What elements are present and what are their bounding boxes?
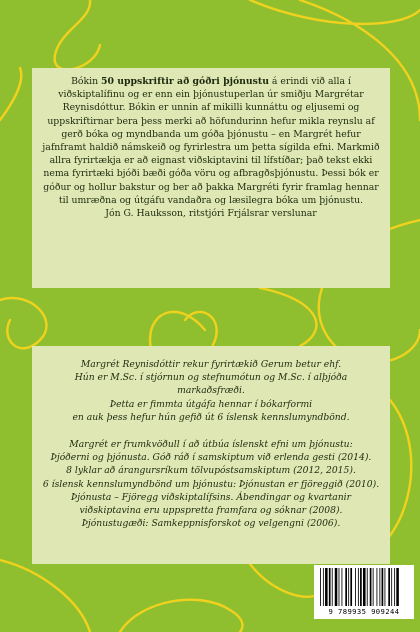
publications-line: Þjónustugæði: Samkeppnisforskot og velgengni (2006).	[81, 518, 341, 530]
author-bio-box	[32, 346, 390, 564]
barcode-bar	[379, 568, 380, 606]
isbn-barcode	[314, 565, 414, 619]
barcode-bar	[358, 568, 359, 606]
publications-line: 8 lyklar að árangursríkum tölvupóstsamskiptum (2012, 2015).	[66, 465, 356, 477]
bio-line: Hún er M.Sc. í stjórnun og stefnumótun og M.Sc. í alþjóða markaðsfræði.	[74, 372, 348, 397]
barcode-bar	[363, 568, 366, 606]
barcode-bar	[373, 568, 374, 606]
blurb-intro: Bókin	[71, 76, 102, 87]
swirl-bottom-right	[250, 564, 314, 597]
barcode-bars-icon	[318, 568, 410, 606]
barcode-bar	[348, 568, 349, 606]
swirl-center-long	[260, 288, 316, 346]
publications-line: Þjóðerni og þjónusta. Góð ráð í samskiptum við erlenda gesti (2014).	[50, 452, 372, 464]
publications-line: Þjónusta – Fjöregg viðskiptalífsins. Ábendingar og kvartanir	[71, 491, 351, 503]
swirl-left-mid	[0, 298, 46, 348]
barcode-bar	[332, 568, 333, 606]
swirl-bottom-mid	[120, 600, 243, 632]
barcode-bar	[325, 568, 328, 606]
barcode-bar	[342, 568, 343, 606]
barcode-bar	[367, 568, 368, 606]
barcode-bar	[396, 568, 399, 606]
swirl-bottom-left	[0, 560, 90, 632]
barcode-bar	[360, 568, 362, 606]
barcode-bar	[355, 568, 356, 606]
barcode-bar	[377, 568, 378, 606]
bio-line: en auk þess hefur hún gefið út 6 íslensk kennslumyndbönd.	[72, 411, 350, 423]
publications-line: 6 íslensk kennslumyndbönd um þjónustu: Þjónustan er fjöreggið (2010).	[42, 478, 380, 490]
blurb-signature: Jón G. Hauksson, ritstjóri Frjálsrar verslunar	[105, 208, 317, 220]
bio-line: Þetta er fimmta útgáfa hennar í bókarformi	[109, 398, 313, 410]
barcode-bar	[370, 568, 372, 606]
barcode-bar	[388, 568, 390, 606]
barcode-bar	[335, 568, 338, 606]
barcode-bar	[385, 568, 386, 606]
barcode-bar	[394, 568, 395, 606]
review-blurb-box	[32, 68, 390, 288]
isbn-digits: 9 789935 909244	[328, 607, 400, 616]
barcode-bar	[323, 568, 324, 606]
barcode-bar	[350, 568, 352, 606]
barcode-bar	[339, 568, 340, 606]
swirl-left-top	[0, 68, 21, 120]
swirl-top-left	[55, 0, 100, 69]
blurb-text: á erindi við alla í viðskiptalífinu og er enn ein þjónustuperlan úr smiðju Margrétar Reynisdóttur. Bókin er unnin af mikilli kunnáttu og eljusemi og uppskriftirnar bera þess merki að höfundurinn hefur mikla reynslu af gerð bóka og myndbanda um góða þjónustu – en Margrét hefur jafnframt haldið námskeið og fyrirlestra um þetta sígilda efni. Markmið allra fyrirtækja er að eignast viðskiptavini til lífstíðar; það tekst ekki nema fyrirtæki bjóði bæði góða vöru og afbragðsþjónustu. Þessi bók er góður og hollur bakstur og ber að þakka Margréti fyrir framlag hennar til umræðna og útgáfu vandaðra og læsilegra bóka um þjónustu.	[42, 76, 380, 206]
publications-line: viðskiptavina eru uppspretta framfara og sóknar (2008).	[79, 505, 343, 517]
bio-line: Margrét Reynisdóttir rekur fyrirtækið Gerum betur ehf.	[80, 359, 342, 370]
book-title: 50 uppskriftir að góðri þjónustu	[101, 76, 269, 87]
barcode-bar	[320, 568, 321, 606]
barcode-bar	[329, 568, 331, 606]
barcode-bar	[391, 568, 392, 606]
swirl-top-right-loop	[250, 0, 420, 24]
barcode-bar	[345, 568, 347, 606]
publications-line: Margrét er frumkvöðull í að útbúa íslenskt efni um þjónustu:	[69, 439, 353, 451]
barcode-bar	[382, 568, 384, 606]
